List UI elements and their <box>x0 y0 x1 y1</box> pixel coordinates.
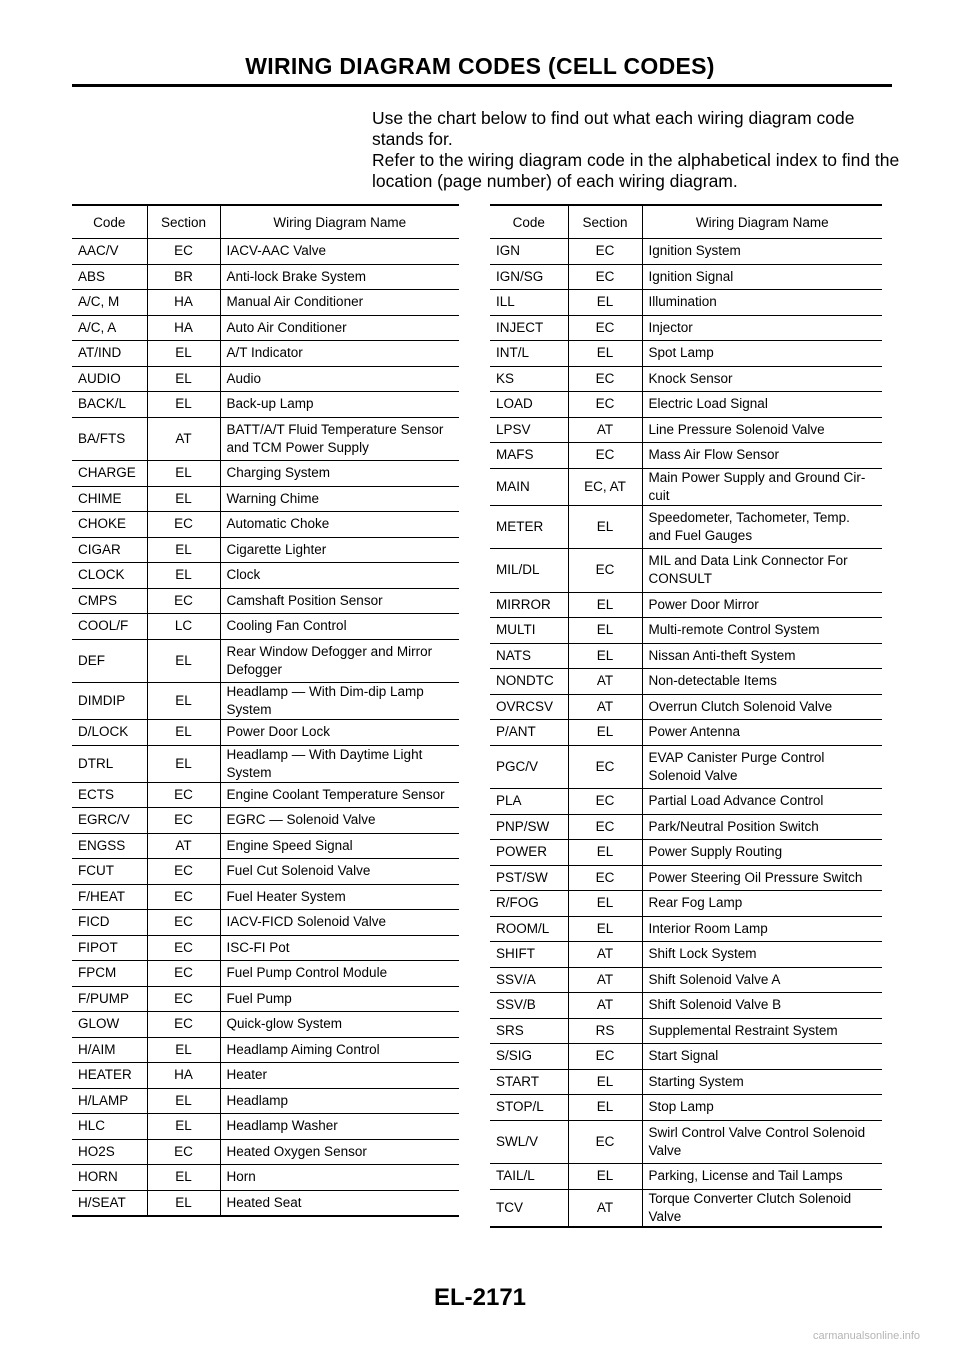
table-row <box>72 782 459 808</box>
section-cell: EC <box>568 392 642 418</box>
diagram-name-cell: Shift Solenoid Valve A <box>642 967 882 993</box>
column-header-section: Section <box>147 205 220 239</box>
section-cell: BR <box>147 264 220 290</box>
section-cell: EL <box>568 916 642 942</box>
diagram-name-cell: ISC-FI Pot <box>220 935 459 961</box>
page-title: WIRING DIAGRAM CODES (CELL CODES) <box>245 53 715 79</box>
diagram-name-cell: Supplemental Restraint System <box>642 1018 882 1044</box>
diagram-name-cell: Power Steering Oil Pressure Switch <box>642 865 882 891</box>
code-cell: DIMDIP <box>72 683 147 720</box>
code-cell: BACK/L <box>72 392 147 418</box>
column-header-code: Code <box>490 205 568 239</box>
section-cell: EL <box>147 1037 220 1063</box>
table-row <box>72 961 459 987</box>
section-cell: EC <box>568 443 642 469</box>
section-cell: EL <box>568 592 642 618</box>
diagram-name-cell: Non-detectable Items <box>642 669 882 695</box>
code-cell: S/SIG <box>490 1044 568 1070</box>
table-row <box>490 366 882 392</box>
diagram-name-cell: Auto Air Conditioner <box>220 315 459 341</box>
code-cell: TAIL/L <box>490 1164 568 1190</box>
diagram-name-cell: Line Pressure Solenoid Valve <box>642 417 882 443</box>
table-row <box>72 461 459 487</box>
code-cell: MAIN <box>490 468 568 505</box>
diagram-name-cell: Ignition System <box>642 239 882 265</box>
code-cell: ROOM/L <box>490 916 568 942</box>
table-row <box>490 865 882 891</box>
diagram-name-cell: Audio <box>220 366 459 392</box>
code-cell: MULTI <box>490 618 568 644</box>
table-row <box>72 1139 459 1165</box>
code-cell: NONDTC <box>490 669 568 695</box>
section-cell: EL <box>147 745 220 782</box>
codes-table-left <box>72 204 459 1217</box>
section-cell: EC <box>147 512 220 538</box>
table-row <box>490 814 882 840</box>
column-header-code: Code <box>72 205 147 239</box>
diagram-name-cell: EGRC — Solenoid Valve <box>220 808 459 834</box>
section-cell: LC <box>147 614 220 640</box>
table-row <box>490 1164 882 1190</box>
diagram-name-cell: Fuel Pump <box>220 986 459 1012</box>
diagram-name-cell: Torque Converter Clutch Solenoid Valve <box>642 1189 882 1227</box>
section-cell: EL <box>568 891 642 917</box>
code-cell: STOP/L <box>490 1095 568 1121</box>
code-cell: CIGAR <box>72 537 147 563</box>
section-cell: EL <box>147 720 220 746</box>
code-cell: INJECT <box>490 315 568 341</box>
code-cell: CMPS <box>72 588 147 614</box>
table-row <box>72 537 459 563</box>
table-row <box>490 618 882 644</box>
table-row <box>72 264 459 290</box>
watermark: carmanualsonline.info <box>812 1330 920 1342</box>
section-cell: EL <box>147 1190 220 1216</box>
table-row <box>72 290 459 316</box>
diagram-name-cell: Engine Speed Signal <box>220 833 459 859</box>
diagram-name-cell: Multi-remote Control System <box>642 618 882 644</box>
section-cell: EC <box>147 910 220 936</box>
section-cell: EC <box>568 789 642 815</box>
table-row <box>490 891 882 917</box>
section-cell: HA <box>147 1063 220 1089</box>
diagram-name-cell: Stop Lamp <box>642 1095 882 1121</box>
diagram-name-cell: Overrun Clutch Solenoid Valve <box>642 694 882 720</box>
diagram-name-cell: Ignition Signal <box>642 264 882 290</box>
section-cell: EC <box>568 865 642 891</box>
diagram-name-cell: Partial Load Advance Control <box>642 789 882 815</box>
code-cell: DEF <box>72 639 147 683</box>
column-header-name: Wiring Diagram Name <box>642 205 882 239</box>
table-row <box>72 417 459 461</box>
code-cell: H/LAMP <box>72 1088 147 1114</box>
code-cell: START <box>490 1069 568 1095</box>
code-cell: R/FOG <box>490 891 568 917</box>
diagram-name-cell: MIL and Data Link Connector For CONSULT <box>642 549 882 593</box>
codes-table-right <box>490 204 882 1228</box>
section-cell: EC <box>568 549 642 593</box>
code-cell: EGRC/V <box>72 808 147 834</box>
section-cell: EL <box>147 1088 220 1114</box>
diagram-name-cell: Charging System <box>220 461 459 487</box>
page-number: EL-2171 <box>433 1284 527 1311</box>
table-row <box>490 592 882 618</box>
table-row <box>490 290 882 316</box>
table-row <box>490 942 882 968</box>
code-cell: LPSV <box>490 417 568 443</box>
table-row <box>490 694 882 720</box>
code-cell: H/AIM <box>72 1037 147 1063</box>
diagram-name-cell: IACV-FICD Solenoid Valve <box>220 910 459 936</box>
table-row <box>490 916 882 942</box>
section-cell: AT <box>568 942 642 968</box>
section-cell: EL <box>147 1114 220 1140</box>
diagram-name-cell: EVAP Canister Purge Control Solenoid Valve <box>642 745 882 789</box>
diagram-name-cell: Illumination <box>642 290 882 316</box>
table-row <box>490 239 882 265</box>
table-row <box>72 833 459 859</box>
code-cell: AUDIO <box>72 366 147 392</box>
code-cell: COOL/F <box>72 614 147 640</box>
diagram-name-cell: Clock <box>220 563 459 589</box>
section-cell: AT <box>568 669 642 695</box>
code-cell: TCV <box>490 1189 568 1227</box>
code-cell: A/C, M <box>72 290 147 316</box>
table-row <box>72 884 459 910</box>
section-cell: AT <box>568 694 642 720</box>
table-row <box>72 341 459 367</box>
code-cell: IGN <box>490 239 568 265</box>
section-cell: EC <box>147 1139 220 1165</box>
table-row <box>490 341 882 367</box>
diagram-name-cell: Fuel Heater System <box>220 884 459 910</box>
code-cell: F/PUMP <box>72 986 147 1012</box>
diagram-name-cell: Swirl Control Valve Control Solenoid Valve <box>642 1120 882 1164</box>
section-cell: EC <box>147 588 220 614</box>
section-cell: EC <box>568 315 642 341</box>
section-cell: EC <box>147 239 220 265</box>
table-row <box>490 1044 882 1070</box>
diagram-name-cell: Headlamp <box>220 1088 459 1114</box>
code-cell: CHARGE <box>72 461 147 487</box>
table-row <box>490 669 882 695</box>
code-cell: PST/SW <box>490 865 568 891</box>
section-cell: EL <box>568 1069 642 1095</box>
code-cell: OVRCSV <box>490 694 568 720</box>
code-cell: F/HEAT <box>72 884 147 910</box>
code-cell: SHIFT <box>490 942 568 968</box>
diagram-name-cell: Starting System <box>642 1069 882 1095</box>
code-cell: INT/L <box>490 341 568 367</box>
diagram-name-cell: Fuel Pump Control Module <box>220 961 459 987</box>
diagram-name-cell: Engine Coolant Temperature Sensor <box>220 782 459 808</box>
diagram-name-cell: Cigarette Lighter <box>220 537 459 563</box>
table-row <box>72 1165 459 1191</box>
table-row <box>72 512 459 538</box>
section-cell: EC <box>147 986 220 1012</box>
code-cell: MAFS <box>490 443 568 469</box>
code-cell: ECTS <box>72 782 147 808</box>
table-row <box>490 993 882 1019</box>
diagram-name-cell: Speedometer, Tachometer, Temp. and Fuel Gauges <box>642 505 882 549</box>
table-row <box>72 986 459 1012</box>
code-cell: PLA <box>490 789 568 815</box>
table-row <box>72 614 459 640</box>
code-cell: FPCM <box>72 961 147 987</box>
diagram-name-cell: A/T Indicator <box>220 341 459 367</box>
code-cell: FCUT <box>72 859 147 885</box>
section-cell: EC <box>568 264 642 290</box>
section-cell: EL <box>147 537 220 563</box>
code-cell: P/ANT <box>490 720 568 746</box>
diagram-name-cell: Power Antenna <box>642 720 882 746</box>
section-cell: AT <box>568 1189 642 1227</box>
table-row <box>72 639 459 683</box>
table-row <box>72 1063 459 1089</box>
table-row <box>72 859 459 885</box>
table-row <box>72 366 459 392</box>
section-cell: RS <box>568 1018 642 1044</box>
table-row <box>490 549 882 593</box>
diagram-name-cell: Interior Room Lamp <box>642 916 882 942</box>
section-cell: EL <box>568 341 642 367</box>
diagram-name-cell: Horn <box>220 1165 459 1191</box>
diagram-name-cell: Heater <box>220 1063 459 1089</box>
code-cell: HEATER <box>72 1063 147 1089</box>
section-cell: EC <box>147 961 220 987</box>
table-row <box>72 910 459 936</box>
table-row <box>490 789 882 815</box>
diagram-name-cell: Headlamp — With Daytime Light System <box>220 745 459 782</box>
intro-text <box>372 108 902 192</box>
section-cell: EC <box>568 1120 642 1164</box>
diagram-name-cell: Heated Oxygen Sensor <box>220 1139 459 1165</box>
table-row <box>72 720 459 746</box>
section-cell: EC <box>568 1044 642 1070</box>
diagram-name-cell: Camshaft Position Sensor <box>220 588 459 614</box>
section-cell: EC <box>568 745 642 789</box>
code-cell: ENGSS <box>72 833 147 859</box>
code-cell: ABS <box>72 264 147 290</box>
diagram-name-cell: Shift Solenoid Valve B <box>642 993 882 1019</box>
diagram-name-cell: Fuel Cut Solenoid Valve <box>220 859 459 885</box>
section-cell: EL <box>147 366 220 392</box>
diagram-name-cell: Headlamp Washer <box>220 1114 459 1140</box>
diagram-name-cell: Power Door Mirror <box>642 592 882 618</box>
section-cell: EL <box>568 643 642 669</box>
table-row <box>490 1095 882 1121</box>
section-cell: EL <box>147 461 220 487</box>
table-row <box>490 505 882 549</box>
diagram-name-cell: Quick-glow System <box>220 1012 459 1038</box>
table-row <box>490 745 882 789</box>
section-cell: EC <box>568 814 642 840</box>
table-row <box>490 1018 882 1044</box>
section-cell: AT <box>568 967 642 993</box>
section-cell: EC <box>147 935 220 961</box>
diagram-name-cell: Headlamp — With Dim-dip Lamp System <box>220 683 459 720</box>
table-row <box>72 1037 459 1063</box>
table-row <box>72 588 459 614</box>
code-cell: D/LOCK <box>72 720 147 746</box>
code-cell: KS <box>490 366 568 392</box>
diagram-name-cell: Power Door Lock <box>220 720 459 746</box>
table-row <box>490 443 882 469</box>
table-row <box>72 1190 459 1216</box>
diagram-name-cell: Spot Lamp <box>642 341 882 367</box>
code-cell: A/C, A <box>72 315 147 341</box>
code-cell: POWER <box>490 840 568 866</box>
code-cell: CHIME <box>72 486 147 512</box>
table-row <box>490 643 882 669</box>
table-row <box>72 1088 459 1114</box>
diagram-name-cell: Warning Chime <box>220 486 459 512</box>
code-cell: AAC/V <box>72 239 147 265</box>
code-cell: NATS <box>490 643 568 669</box>
table-row <box>490 1189 882 1227</box>
intro-line-2: Refer to the wiring diagram code in the alphabetical index to find the location (page number) of each wiring diagram. <box>372 150 900 191</box>
code-cell: GLOW <box>72 1012 147 1038</box>
table-row <box>72 808 459 834</box>
table-row <box>72 486 459 512</box>
table-row <box>72 392 459 418</box>
table-row <box>72 1114 459 1140</box>
code-cell: SWL/V <box>490 1120 568 1164</box>
diagram-name-cell: BATT/A/T Fluid Temperature Sensor and TCM Power Supply <box>220 417 459 461</box>
table-row <box>72 563 459 589</box>
code-cell: SSV/A <box>490 967 568 993</box>
table-row <box>490 264 882 290</box>
code-cell: IGN/SG <box>490 264 568 290</box>
section-cell: EC, AT <box>568 468 642 505</box>
title-divider <box>72 84 892 87</box>
code-cell: HO2S <box>72 1139 147 1165</box>
code-cell: LOAD <box>490 392 568 418</box>
section-cell: AT <box>568 417 642 443</box>
table-row <box>490 315 882 341</box>
diagram-name-cell: Park/Neutral Position Switch <box>642 814 882 840</box>
code-cell: PNP/SW <box>490 814 568 840</box>
table-row <box>490 967 882 993</box>
section-cell: EL <box>147 392 220 418</box>
section-cell: EL <box>568 505 642 549</box>
section-cell: EC <box>568 239 642 265</box>
table-row <box>490 417 882 443</box>
table-row <box>72 935 459 961</box>
section-cell: AT <box>147 833 220 859</box>
intro-line-1: Use the chart below to find out what each wiring diagram code stands for. <box>372 108 855 149</box>
section-cell: EL <box>568 618 642 644</box>
section-cell: EL <box>147 639 220 683</box>
diagram-name-cell: Power Supply Routing <box>642 840 882 866</box>
section-cell: EL <box>568 720 642 746</box>
diagram-name-cell: Injector <box>642 315 882 341</box>
section-cell: EL <box>568 1095 642 1121</box>
table-row <box>72 239 459 265</box>
diagram-name-cell: Heated Seat <box>220 1190 459 1216</box>
diagram-name-cell: Headlamp Aiming Control <box>220 1037 459 1063</box>
column-header-section: Section <box>568 205 642 239</box>
section-cell: EC <box>147 884 220 910</box>
section-cell: EL <box>147 683 220 720</box>
section-cell: EL <box>147 486 220 512</box>
diagram-name-cell: Rear Fog Lamp <box>642 891 882 917</box>
code-cell: METER <box>490 505 568 549</box>
table-row <box>72 1012 459 1038</box>
section-cell: AT <box>568 993 642 1019</box>
section-cell: EC <box>147 1012 220 1038</box>
code-cell: FICD <box>72 910 147 936</box>
code-cell: CHOKE <box>72 512 147 538</box>
diagram-name-cell: Start Signal <box>642 1044 882 1070</box>
table-row <box>490 720 882 746</box>
code-cell: BA/FTS <box>72 417 147 461</box>
section-cell: EC <box>568 366 642 392</box>
diagram-name-cell: Electric Load Signal <box>642 392 882 418</box>
diagram-name-cell: Rear Window Defogger and Mirror Defogger <box>220 639 459 683</box>
table-row <box>490 840 882 866</box>
section-cell: HA <box>147 315 220 341</box>
section-cell: EL <box>568 1164 642 1190</box>
diagram-name-cell: Parking, License and Tail Lamps <box>642 1164 882 1190</box>
column-header-name: Wiring Diagram Name <box>220 205 459 239</box>
code-cell: MIL/DL <box>490 549 568 593</box>
diagram-name-cell: Manual Air Conditioner <box>220 290 459 316</box>
diagram-name-cell: Automatic Choke <box>220 512 459 538</box>
table-row <box>490 468 882 505</box>
diagram-name-cell: Knock Sensor <box>642 366 882 392</box>
section-cell: AT <box>147 417 220 461</box>
table-row <box>490 1120 882 1164</box>
code-cell: SRS <box>490 1018 568 1044</box>
code-cell: MIRROR <box>490 592 568 618</box>
section-cell: HA <box>147 290 220 316</box>
code-cell: FIPOT <box>72 935 147 961</box>
code-cell: HORN <box>72 1165 147 1191</box>
section-cell: EC <box>147 859 220 885</box>
code-cell: ILL <box>490 290 568 316</box>
diagram-name-cell: Shift Lock System <box>642 942 882 968</box>
code-cell: PGC/V <box>490 745 568 789</box>
section-cell: EL <box>147 1165 220 1191</box>
section-cell: EC <box>147 808 220 834</box>
section-cell: EL <box>147 563 220 589</box>
section-cell: EC <box>147 782 220 808</box>
diagram-name-cell: Main Power Supply and Ground Cir- cuit <box>642 468 882 505</box>
table-row <box>490 1069 882 1095</box>
section-cell: EL <box>147 341 220 367</box>
diagram-name-cell: Mass Air Flow Sensor <box>642 443 882 469</box>
section-cell: EL <box>568 290 642 316</box>
code-cell: DTRL <box>72 745 147 782</box>
diagram-name-cell: Cooling Fan Control <box>220 614 459 640</box>
section-cell: EL <box>568 840 642 866</box>
table-row <box>490 392 882 418</box>
table-row <box>72 315 459 341</box>
diagram-name-cell: IACV-AAC Valve <box>220 239 459 265</box>
code-cell: HLC <box>72 1114 147 1140</box>
code-cell: CLOCK <box>72 563 147 589</box>
code-cell: AT/IND <box>72 341 147 367</box>
code-cell: H/SEAT <box>72 1190 147 1216</box>
diagram-name-cell: Back-up Lamp <box>220 392 459 418</box>
diagram-name-cell: Anti-lock Brake System <box>220 264 459 290</box>
diagram-name-cell: Nissan Anti-theft System <box>642 643 882 669</box>
table-row <box>72 745 459 782</box>
code-cell: SSV/B <box>490 993 568 1019</box>
table-row <box>72 683 459 720</box>
